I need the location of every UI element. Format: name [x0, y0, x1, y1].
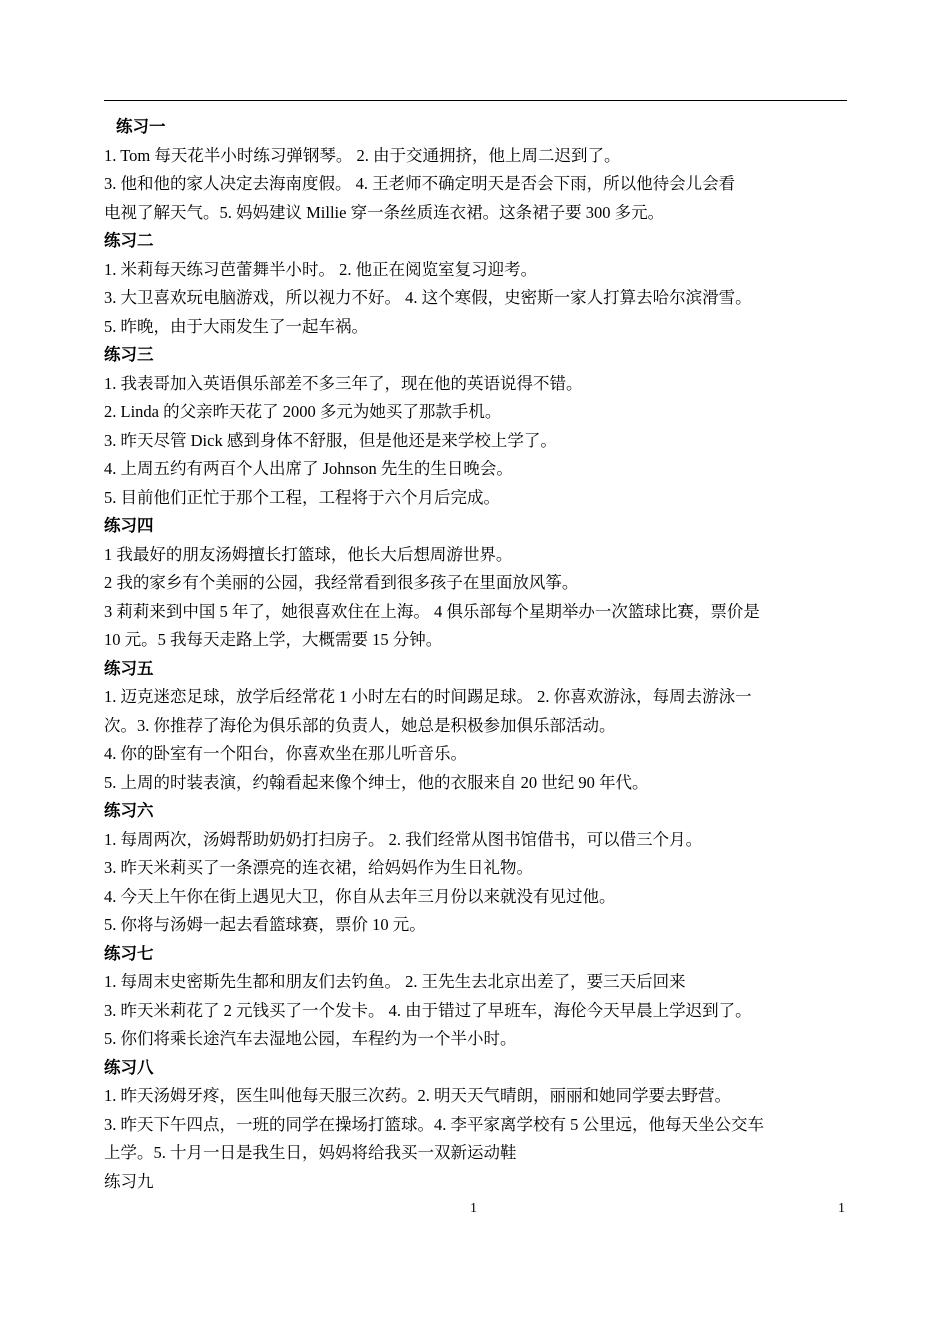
text-line: 1. 每周末史密斯先生都和朋友们去钓鱼。 2. 王先生去北京出差了，要三天后回来	[104, 972, 686, 991]
text-line: 3 莉莉来到中国 5 年了，她很喜欢住在上海。 4 俱乐部每个星期举办一次篮球比赛，票价是	[104, 601, 760, 621]
document-body	[104, 113, 850, 1196]
text-line: 5. 上周的时装表演，约翰看起来像个绅士，他的衣服来自 20 世纪 90 年代。	[104, 772, 649, 792]
section-heading: 练习四	[104, 516, 154, 535]
text-line: 3. 昨天米莉花了 2 元钱买了一个发卡。 4. 由于错过了早班车，海伦今天早晨上学迟到了。	[104, 1000, 752, 1020]
section-heading: 练习三	[104, 345, 154, 364]
section-heading: 练习二	[104, 231, 154, 250]
header-rule	[104, 100, 847, 101]
text-line: 1. 米莉每天练习芭蕾舞半小时。 2. 他正在阅览室复习迎考。	[104, 259, 538, 279]
text-line: 3. 昨天米莉买了一条漂亮的连衣裙，给妈妈作为生日礼物。	[104, 858, 533, 877]
section-heading: 练习五	[104, 658, 154, 678]
text-line: 上学。5. 十月一日是我生日，妈妈将给我买一双新运动鞋	[104, 1143, 517, 1162]
text-line: 5. 目前他们正忙于那个工程，工程将于六个月后完成。	[104, 487, 500, 507]
text-line: 2. Linda 的父亲昨天花了 2000 多元为她买了那款手机。	[104, 402, 502, 421]
section-heading: 练习一	[116, 117, 166, 136]
text-line: 10 元。5 我每天走路上学，大概需要 15 分钟。	[104, 630, 443, 649]
page-number-right: 1	[838, 1201, 845, 1216]
text-line: 1. 我表哥加入英语俱乐部差不多三年了，现在他的英语说得不错。	[104, 373, 583, 393]
section-heading: 练习六	[104, 801, 154, 820]
text-line: 5. 你们将乘长途汽车去湿地公园，车程约为一个半小时。	[104, 1029, 517, 1048]
text-line: 1. 迈克迷恋足球，放学后经常花 1 小时左右的时间踢足球。 2. 你喜欢游泳，每周去游泳一	[104, 687, 752, 706]
text-line: 1 我最好的朋友汤姆擅长打篮球，他长大后想周游世界。	[104, 544, 513, 564]
text-line: 1. 昨天汤姆牙疼，医生叫他每天服三次药。2. 明天天气晴朗，丽丽和她同学要去野营。	[104, 1086, 731, 1105]
text-line: 3. 大卫喜欢玩电脑游戏，所以视力不好。 4. 这个寒假，史密斯一家人打算去哈尔滨滑雪。	[104, 288, 752, 307]
text-line: 4. 上周五约有两百个人出席了 Johnson 先生的生日晚会。	[104, 459, 513, 478]
text-line: 4. 今天上午你在街上遇见大卫，你自从去年三月份以来就没有见过他。	[104, 886, 616, 906]
text-line: 电视了解天气。5. 妈妈建议 Millie 穿一条丝质连衣裙。这条裙子要 300 多元。	[104, 202, 665, 222]
text-line: 5. 昨晚，由于大雨发生了一起车祸。	[104, 316, 368, 336]
page-number: 1	[470, 1201, 477, 1216]
text-line: 3. 昨天下午四点，一班的同学在操场打篮球。4. 李平家离学校有 5 公里远，他每天坐公交车	[104, 1114, 764, 1134]
section-heading: 练习九	[104, 1171, 154, 1191]
section-heading: 练习七	[104, 943, 154, 963]
text-line: 1. Tom 每天花半小时练习弹钢琴。 2. 由于交通拥挤，他上周二迟到了。	[104, 145, 621, 165]
text-line: 5. 你将与汤姆一起去看篮球赛，票价 10 元。	[104, 915, 426, 934]
text-line: 2 我的家乡有个美丽的公园，我经常看到很多孩子在里面放风筝。	[104, 573, 579, 592]
text-line: 3. 昨天尽管 Dick 感到身体不舒服，但是他还是来学校上学了。	[104, 430, 557, 450]
text-line: 次。3. 你推荐了海伦为俱乐部的负责人，她总是积极参加俱乐部活动。	[104, 715, 616, 735]
text-line: 4. 你的卧室有一个阳台，你喜欢坐在那儿听音乐。	[104, 744, 467, 763]
text-line: 1. 每周两次，汤姆帮助奶奶打扫房子。 2. 我们经常从图书馆借书，可以借三个月。	[104, 829, 703, 849]
text-line: 3. 他和他的家人决定去海南度假。 4. 王老师不确定明天是否会下雨，所以他待会儿会看	[104, 174, 736, 193]
section-heading: 练习八	[104, 1057, 154, 1077]
